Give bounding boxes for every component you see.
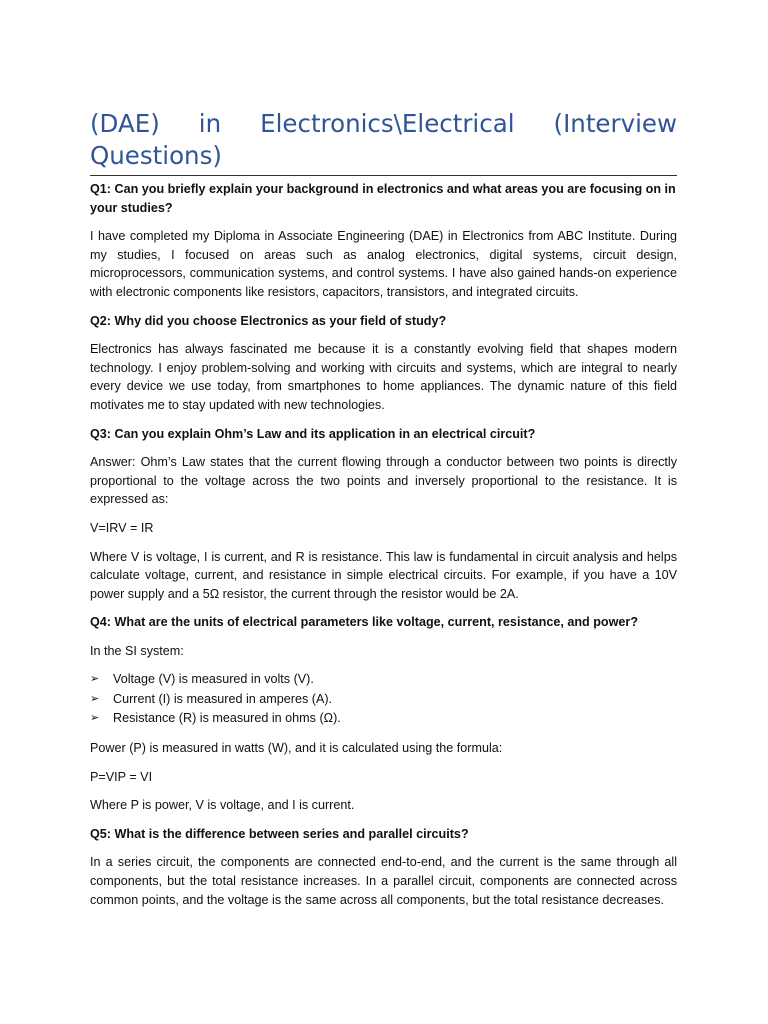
answer-3: Answer: Ohm’s Law states that the current flowing through a conductor between two points is directly proportional to the voltage across the two points and inversely proportional to the resistance. It is expressed as: xyxy=(90,455,677,507)
answer-5: In a series circuit, the components are connected end-to-end, and the current is the same through all components, but the total resistance increases. In a parallel circuit, components are connected across common points, and the voltage is the same across all components, but the total resistance decreases. xyxy=(90,855,677,907)
answer-1: I have completed my Diploma in Associate Engineering (DAE) in Electronics from ABC Institute. During my studies, I focused on areas such as analog electronics, digital systems, circuit design, microprocessors, communication systems, and control systems. I have also gained hands-on experience with electronic components like resistors, capacitors, transistors, and integrated circuits. xyxy=(90,229,677,299)
question-2: Q2: Why did you choose Electronics as your field of study? xyxy=(90,313,447,328)
list-item-text: Resistance (R) is measured in ohms (Ω). xyxy=(113,711,341,726)
si-intro: In the SI system: xyxy=(90,643,184,658)
question-4: Q4: What are the units of electrical parameters like voltage, current, resistance, and power? xyxy=(90,615,639,630)
arrowhead-bullet-icon: ➢ xyxy=(90,712,100,725)
question-5: Q5: What is the difference between series and parallel circuits? xyxy=(90,826,469,841)
list-item xyxy=(90,670,677,690)
list-item xyxy=(90,690,677,710)
ohms-law-explanation: Where V is voltage, I is current, and R is resistance. This law is fundamental in circuit analysis and helps calculate voltage, current, and resistance in simple electrical circuits. For example, if you have a 10V power supply and a 5Ω resistor, the current through the resistor would be 2A. xyxy=(90,549,677,601)
list-item-text: Current (I) is measured in amperes (A). xyxy=(113,691,333,706)
list-item xyxy=(90,709,677,729)
arrowhead-bullet-icon: ➢ xyxy=(90,673,100,686)
power-formula: P=VIP = VI xyxy=(90,769,153,784)
power-explanation: Where P is power, V is voltage, and I is current. xyxy=(90,798,355,813)
arrowhead-bullet-icon: ➢ xyxy=(90,692,100,705)
question-1: Q1: Can you briefly explain your background in electronics and what areas you are focusing on in your studies? xyxy=(90,182,676,215)
question-3: Q3: Can you explain Ohm’s Law and its application in an electrical circuit? xyxy=(90,426,536,441)
si-units-list xyxy=(90,670,677,729)
page-title: (DAE) in Electronics\Electrical (Interview Questions) xyxy=(90,108,677,176)
list-item-text: Voltage (V) is measured in volts (V). xyxy=(113,672,314,687)
answer-2: Electronics has always fascinated me because it is a constantly evolving field that shapes modern technology. I enjoy problem-solving and working with circuits and systems, which are integral to nearly every device we use today, from smartphones to home appliances. The dynamic nature of this field motivates me to stay updated with new technologies. xyxy=(90,342,677,412)
ohms-law-formula: V=IRV = IR xyxy=(90,520,154,535)
power-text: Power (P) is measured in watts (W), and it is calculated using the formula: xyxy=(90,740,503,755)
document-body xyxy=(90,108,677,909)
